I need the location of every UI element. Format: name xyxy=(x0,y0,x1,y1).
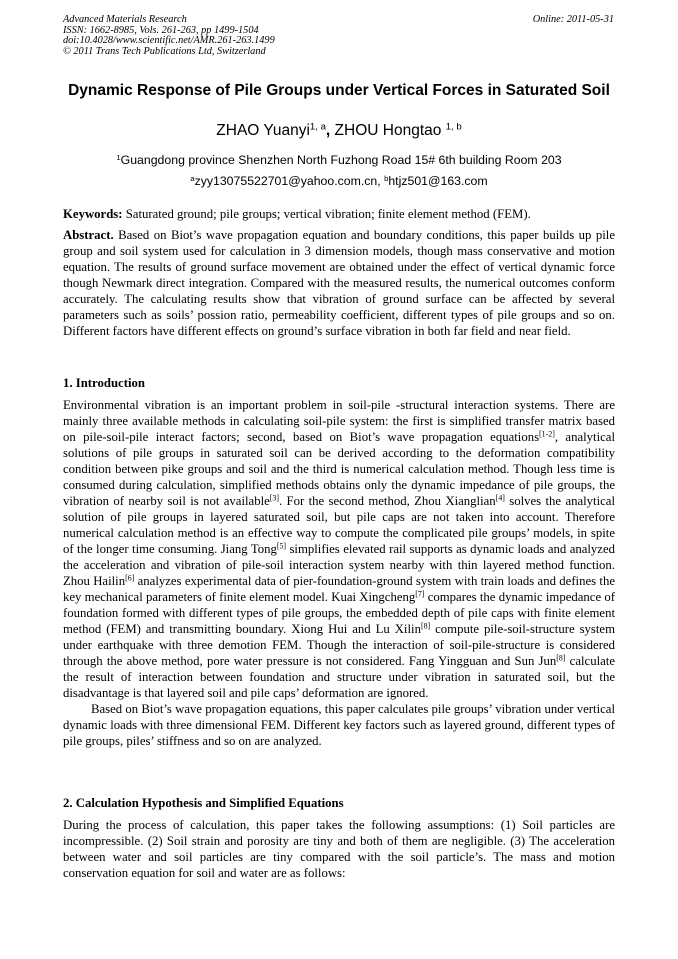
keywords-label: Keywords: xyxy=(63,207,123,221)
author-2: ZHOU Hongtao xyxy=(334,122,446,139)
abstract-label: Abstract. xyxy=(63,228,114,242)
keywords xyxy=(63,206,615,222)
citation: [4] xyxy=(495,493,505,503)
text-run: . For the second method, Zhou Xianglian xyxy=(278,494,496,508)
section-heading: 1. Introduction xyxy=(63,376,145,390)
journal-name: Advanced Materials Research xyxy=(63,14,187,25)
citation: [5] xyxy=(276,541,287,551)
journal-header xyxy=(63,15,275,57)
paper-title: Dynamic Response of Pile Groups under Vertical Forces in Saturated Soil xyxy=(68,82,610,99)
text-run: solves the analytical solution of pile groups in layered saturated soil, but pile caps are not taken into account. Therefore numerical calculation method is an effective way to compute the complicated pile groups’ models, in spite of the longer time consuming. Jiang Tong xyxy=(63,494,615,556)
keywords-text: Saturated ground; pile groups; vertical vibration; finite element method (FEM). xyxy=(122,207,531,221)
text-run: compares the dynamic impedance of foundation formed with different types of pile groups, the embedded depth of pile caps with finite element method (FEM) and transmitting boundary. Xiong Hui and Lu Xilin xyxy=(63,590,615,636)
citation: [6] xyxy=(125,573,135,583)
online-date: Online: 2011-05-31 xyxy=(532,14,614,25)
paragraph: During the process of calculation, this paper takes the following assumptions: (1) Soil particles are incompressible. (2) Soil strain and porosity are tiny and both of them are negligible. (3) The acceleration between water and soil particles are tiny compared with the soil particle’s. The mass and motion conservation equation for soil and water are as follows: xyxy=(63,818,615,880)
citation: [7] xyxy=(415,589,425,599)
text-run: compute pile-soil-structure system under earthquake with three demotion FEM. Though the interaction of soil-pile-structure is considered through the above method, pore water pressure is not considered. Fang Yingguan and Sun Jun xyxy=(63,622,616,668)
email-b-sup: b xyxy=(384,173,389,183)
text-run: , analytical solutions of pile groups in saturated soil can be derived according to the deformation compatibility condition between pike groups and soil and the third is numerical calculation method. Though less time is consumed during calculation, simplified methods obtains only the dynamic impedance of pile groups, the vibration of nearby soil is not available xyxy=(63,430,615,508)
text-run: analyzes experimental data of pier-foundation-ground system with train loads and defines the key mechanical parameters of finite element model. Kuai Xingcheng xyxy=(63,574,615,604)
email-line xyxy=(63,171,615,192)
email-a-sup: a xyxy=(190,173,195,183)
text-run: simplifies elevated rail supports as dynamic loads and analyzed the acceleration and vibration of pile-soil interaction system nearby with thin layered method function. Zhou Hailin xyxy=(63,542,615,588)
affiliation-sup: 1 xyxy=(116,152,121,162)
doi-line: doi:10.4028/www.scientific.net/AMR.261-263.1499 xyxy=(63,35,275,47)
text-run: Environmental vibration is an important problem in soil-pile -structural interaction systems. There are mainly three available methods in calculating soil-pile system: the first is simplified transfer matrix based on pile-soil-pile interact factors; second, based on Biot’s wave propagation equations xyxy=(63,398,615,444)
citation: [3] xyxy=(269,493,279,503)
section-heading: 2. Calculation Hypothesis and Simplified Equations xyxy=(63,796,344,810)
citation: [8] xyxy=(556,653,566,663)
affiliation-text: Guangdong province Shenzhen North Fuzhong Road 15# 6th building Room 203 xyxy=(120,153,562,167)
author-1-affil: 1, a xyxy=(309,121,326,133)
copyright-line: © 2011 Trans Tech Publications Ltd, Switzerland xyxy=(63,45,266,57)
abstract xyxy=(63,227,615,339)
author-1: ZHAO Yuanyi xyxy=(216,122,310,139)
paragraph: Based on Biot’s wave propagation equations, this paper calculates pile groups’ vibration under vertical dynamic loads with three dimensional FEM. Different key factors such as layered ground, different types of pile groups, piles’ stiffness and so on are analyzed. xyxy=(63,702,615,748)
author-line xyxy=(63,122,615,140)
text-run: calculate the result of interaction between foundation and structure under vibration in saturated soil, but the disadvantage is that layered soil and pile caps’ deformation are ignored. xyxy=(63,654,615,700)
abstract-text: Based on Biot’s wave propagation equation and boundary conditions, this paper builds up pile group and soil system used for calculation in 3 dimension models, though mass conservative and motion equation. The results of ground surface movement are obtained under the effect of vertical dynamic force though Newmark direct integration. Compared with the measured results, the numerical outcomes conform accurately. The calculating results show that vibration of ground surface can be affected by several parameters such as soils’ possion ratio, permeability coefficient, different types of pile groups and so on. Different factors have different effects on ground’s surface vibration in both far field and near field. xyxy=(63,228,615,338)
affiliation-line xyxy=(63,150,615,171)
email-a: zyy13075522701@yahoo.com.cn, xyxy=(194,174,385,188)
author-2-affil: 1, b xyxy=(445,121,462,133)
email-b: htjz501@163.com xyxy=(388,174,488,188)
issn-line: ISSN: 1662-8985, Vols. 261-263, pp 1499-1504 xyxy=(63,24,259,36)
section-calculation-hypothesis xyxy=(63,795,615,881)
affiliation-block xyxy=(63,150,615,192)
section-introduction xyxy=(63,375,615,749)
author-separator: , xyxy=(325,122,335,139)
paragraph xyxy=(63,397,615,701)
citation: [8] xyxy=(420,621,431,631)
citation: [1-2] xyxy=(539,429,555,439)
